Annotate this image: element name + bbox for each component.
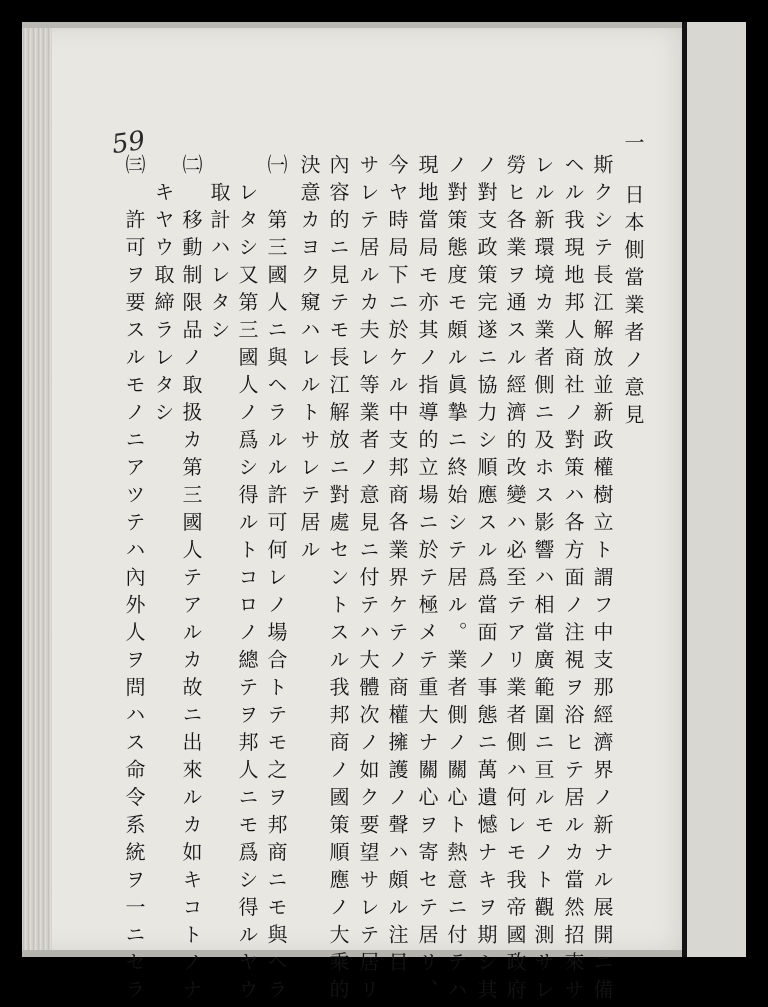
text-column: サレテ居ルカ夫レ等業者ノ意見ニ付テハ大體次ノ如ク要望サレテ居リ	[356, 154, 380, 1007]
page-binding-edge	[22, 22, 52, 957]
list-item-1-cont: 取計ハレタシ	[207, 154, 231, 347]
list-item-1: ㈠ 第三國人ニ與ヘラルル許可何レノ場合トテモ之ヲ邦商ニモ與ヘラ	[264, 154, 288, 1007]
text-column: 內容的ニ見テモ長江解放ニ對處セントスル我邦商ノ國策順應ノ大乘的	[326, 154, 350, 1007]
page-top-edge	[22, 22, 687, 28]
list-item-2-cont: キヤウ取締ラレタシ	[151, 154, 175, 429]
facing-page-strip	[687, 22, 746, 957]
section-number: 一	[621, 132, 645, 160]
text-column: 現地當局モ亦其ノ指導的立場ニ於テ極メテ重大ナ關心ヲ寄セテ居リ、	[415, 154, 439, 1007]
text-column: 勞ヒ各業ヲ通スル經濟的改變ハ必至テアリ業者側ハ何レモ我帝國政府	[503, 154, 527, 1007]
list-item-2: ㈡ 移動制限品ノ取扱カ第三國人テアルカ故ニ出來ルカ如キコトノナ	[179, 154, 203, 1007]
section-heading: 日本側當業者ノ意見	[621, 184, 645, 432]
page-number: 59	[110, 125, 148, 161]
text-column: 今ヤ時局下ニ於ケル中支邦商各業界ケテノ商權擁護ノ聲ハ頗ル注目	[385, 154, 409, 979]
text-column: 斯クシテ長江解放並新政權樹立ト謂フ中支那經濟界ノ新ナル展開ニ備	[590, 154, 614, 1007]
text-column: ノ對策態度モ頗ル眞摯ニ終始シテ居ル。業者側ノ關心ト熱意ニ付テハ	[444, 154, 468, 1007]
text-column: ノ對支政策完遂ニ協力シ順應スル爲當面ノ事態ニ萬遺憾ナキヲ期シ其	[474, 154, 498, 1007]
text-column: レル新環境カ業者側ニ及ホス影響ハ相當廣範圍ニ亘ルモノト觀測サレ	[531, 154, 555, 1007]
list-item-1-cont: レタシ又第三國人ノ爲シ得ルトコロノ總テヲ邦人ニモ爲シ得ルヤウ	[235, 154, 259, 1007]
text-column: ヘル我現地邦人商社ノ對策ハ各方面ノ注視ヲ浴ヒテ居ルカ當然招來サ	[561, 154, 585, 1007]
list-item-3: ㈢ 許可ヲ要スルモノニアツテハ內外人ヲ問ハス命令系統ヲ一ニセラ	[122, 154, 146, 1007]
text-column: 決意カヨク窺ハレルトサレテ居ル	[297, 154, 321, 567]
